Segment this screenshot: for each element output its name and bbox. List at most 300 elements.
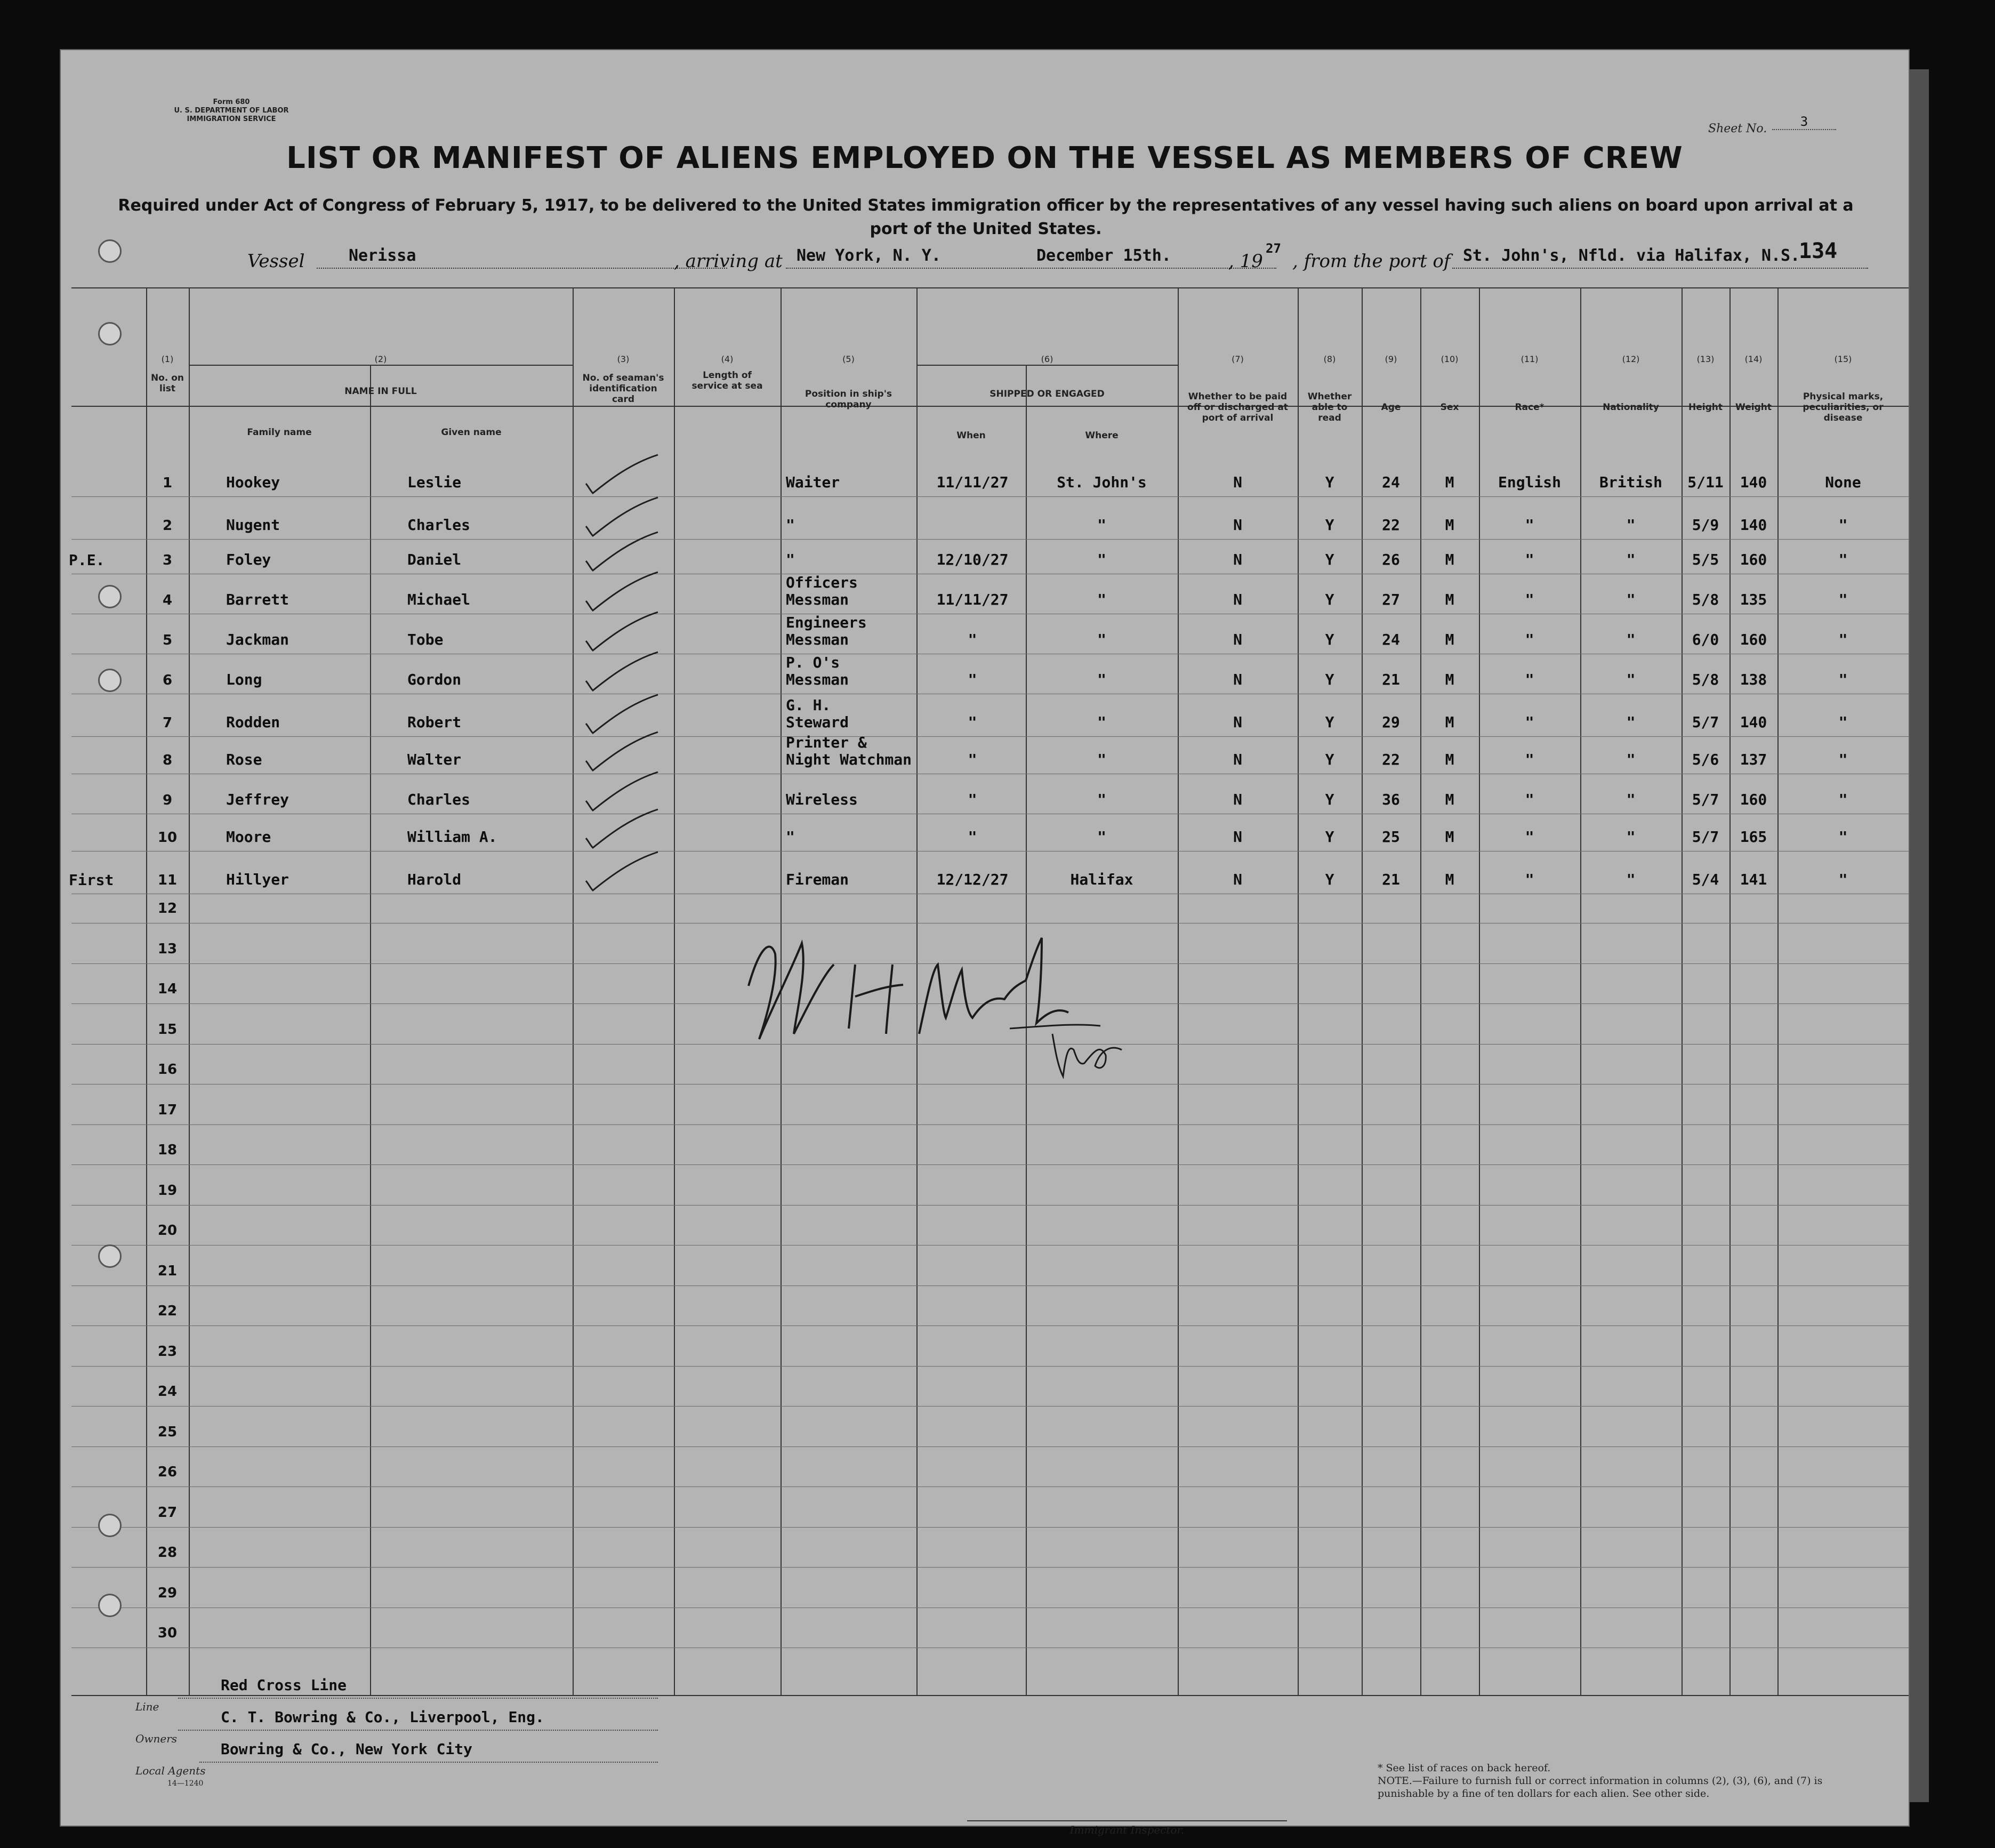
cell-given: Gordon — [407, 671, 462, 688]
punch-hole — [98, 585, 122, 608]
col-line-12 — [1580, 287, 1581, 1695]
cell-when: " — [968, 713, 977, 731]
cell-marks: " — [1838, 591, 1848, 608]
cell-when: 12/12/27 — [936, 871, 1009, 888]
row-number: 10 — [157, 830, 178, 846]
cell-where: " — [1097, 671, 1106, 688]
cell-read: Y — [1325, 473, 1334, 491]
col3-number: (3) — [617, 354, 630, 364]
row-number: 24 — [157, 1384, 178, 1400]
col11-number: (11) — [1521, 354, 1539, 364]
cell-family: Hookey — [226, 473, 280, 491]
cell-weight: 140 — [1740, 713, 1767, 731]
table-bottom-rule — [71, 1695, 1909, 1696]
check-mark-icon — [583, 850, 663, 893]
check-mark-icon — [583, 693, 663, 735]
col9-number: (9) — [1385, 354, 1397, 364]
row-number: 22 — [157, 1303, 178, 1319]
col15-heading: Physical marks, peculiarities, or disease — [1803, 391, 1884, 423]
cell-sex: M — [1445, 551, 1454, 568]
cell-read: Y — [1325, 713, 1334, 731]
cell-paid: N — [1233, 631, 1242, 648]
cell-nationality: " — [1626, 591, 1636, 608]
row-number: 20 — [157, 1223, 178, 1239]
cell-where: " — [1097, 551, 1106, 568]
vessel-line — [247, 239, 1873, 276]
cell-marks: " — [1838, 791, 1848, 808]
cell-where: Halifax — [1070, 871, 1133, 888]
cell-height: 5/4 — [1692, 871, 1719, 888]
col13-number: (13) — [1696, 354, 1715, 364]
cell-nationality: " — [1626, 713, 1636, 731]
cell-marks: " — [1838, 828, 1848, 846]
crew-table — [71, 287, 1909, 1695]
row-number: 27 — [157, 1504, 178, 1521]
signature-stroke-h — [849, 965, 903, 1034]
cell-given: William A. — [407, 828, 497, 846]
cell-family: Rose — [226, 751, 262, 768]
col11-heading: Race* — [1515, 402, 1544, 413]
cell-family: Jackman — [226, 631, 289, 648]
cell-sex: M — [1445, 828, 1454, 846]
cell-nationality: " — [1626, 791, 1636, 808]
owners-value: C. T. Bowring & Co., Liverpool, Eng. — [221, 1708, 544, 1726]
cell-given: Tobe — [407, 631, 444, 648]
cell-race: " — [1525, 631, 1534, 648]
cell-height: 5/8 — [1692, 591, 1719, 608]
cell-marks: None — [1825, 473, 1861, 491]
cell-age: 22 — [1382, 751, 1400, 768]
row-number: 17 — [157, 1102, 178, 1118]
col4-number: (4) — [721, 354, 734, 364]
col-line-11 — [1479, 287, 1480, 1695]
cell-race: " — [1525, 713, 1534, 731]
owners-label: Owners — [135, 1732, 178, 1745]
cell-position: Printer & Night Watchman — [786, 734, 912, 768]
cell-where: " — [1097, 751, 1106, 768]
page-title: LIST OR MANIFEST OF ALIENS EMPLOYED ON THE VESSEL AS MEMBERS OF CREW — [286, 141, 1683, 175]
owners-rule — [178, 1730, 658, 1731]
col-line-13 — [1682, 287, 1683, 1695]
check-mark-icon — [583, 650, 663, 693]
col1-heading: No. on list — [150, 373, 184, 394]
col13-heading: Height — [1688, 402, 1723, 413]
col-line-2b — [370, 365, 371, 1695]
check-mark-icon — [583, 610, 663, 653]
cell-when: 12/10/27 — [936, 551, 1009, 568]
row-number: 29 — [157, 1585, 178, 1601]
col-line-7 — [1178, 287, 1179, 1695]
cell-age: 22 — [1382, 516, 1400, 534]
col1-number: (1) — [161, 354, 174, 364]
cell-weight: 140 — [1740, 473, 1767, 491]
cell-when: " — [968, 631, 977, 648]
cell-given: Michael — [407, 591, 471, 608]
row-number: 26 — [157, 1464, 178, 1480]
cell-position: " — [786, 516, 795, 534]
sheet-number-label: Sheet No. — [1708, 122, 1767, 135]
cell-height: 5/9 — [1692, 516, 1719, 534]
cell-height: 5/7 — [1692, 791, 1719, 808]
row-number: 9 — [162, 792, 173, 808]
cell-sex: M — [1445, 871, 1454, 888]
row-number: 21 — [157, 1263, 178, 1279]
col7-number: (7) — [1232, 354, 1244, 364]
cell-position: Engineers Messman — [786, 614, 867, 648]
cell-age: 29 — [1382, 713, 1400, 731]
punch-hole — [98, 1244, 122, 1268]
cell-read: Y — [1325, 551, 1334, 568]
row-rule — [71, 1285, 1909, 1286]
cell-weight: 137 — [1740, 751, 1767, 768]
cell-sex: M — [1445, 791, 1454, 808]
row-rule — [71, 1205, 1909, 1206]
cell-paid: N — [1233, 791, 1242, 808]
cell-weight: 160 — [1740, 551, 1767, 568]
row-number: 23 — [157, 1343, 178, 1360]
row-number: 28 — [157, 1545, 178, 1561]
signature-stroke-murphy — [919, 938, 1068, 1034]
cell-nationality: " — [1626, 551, 1636, 568]
cell-when: " — [968, 751, 977, 768]
cell-sex: M — [1445, 751, 1454, 768]
row-number: 14 — [157, 981, 178, 997]
cell-given: Harold — [407, 871, 462, 888]
cell-read: Y — [1325, 671, 1334, 688]
cell-paid: N — [1233, 671, 1242, 688]
row-rule — [71, 496, 1909, 497]
races-note: * See list of races on back hereof. — [1378, 1762, 1551, 1774]
cell-position: P. O's Messman — [786, 654, 849, 688]
cell-when: 11/11/27 — [936, 591, 1009, 608]
cell-family: Barrett — [226, 591, 289, 608]
cell-nationality: " — [1626, 631, 1636, 648]
cell-nationality: " — [1626, 871, 1636, 888]
agents-rule — [199, 1762, 658, 1763]
col-line-8 — [1298, 287, 1299, 1695]
punch-hole — [98, 1514, 122, 1537]
cell-paid: N — [1233, 516, 1242, 534]
cell-position: Fireman — [786, 871, 849, 888]
page-subtitle: Required under Act of Congress of February 5, 1917, to be delivered to the United States immigration officer by the representatives of any vessel having such aliens on board upon arrival at a port of the United States. — [118, 196, 1854, 238]
cell-marks: " — [1838, 631, 1848, 648]
col-line-2 — [189, 287, 190, 1695]
cell-race: English — [1498, 473, 1561, 491]
cell-family: Hillyer — [226, 871, 289, 888]
cell-paid: N — [1233, 828, 1242, 846]
row-number: 5 — [162, 632, 173, 648]
row-number: 2 — [162, 518, 173, 534]
cell-age: 25 — [1382, 828, 1400, 846]
cell-weight: 165 — [1740, 828, 1767, 846]
row-number: 7 — [162, 715, 173, 731]
col14-heading: Weight — [1735, 402, 1772, 413]
cell-where: St. John's — [1057, 473, 1147, 491]
cell-race: " — [1525, 591, 1534, 608]
form-code: 14—1240 — [167, 1779, 204, 1788]
cell-weight: 160 — [1740, 791, 1767, 808]
col5-heading: Position in ship's company — [805, 389, 892, 410]
line-label: Line — [135, 1700, 159, 1713]
cell-given: Leslie — [407, 473, 462, 491]
cell-where: " — [1097, 713, 1106, 731]
row-number: 30 — [157, 1625, 178, 1641]
cell-position: G. H. Steward — [786, 696, 849, 731]
line-value: Red Cross Line — [221, 1676, 347, 1694]
row-number: 12 — [157, 901, 178, 917]
cell-family: Jeffrey — [226, 791, 289, 808]
cell-sex: M — [1445, 671, 1454, 688]
cell-read: Y — [1325, 791, 1334, 808]
cell-nationality: " — [1626, 516, 1636, 534]
cell-sex: M — [1445, 516, 1454, 534]
col12-number: (12) — [1622, 354, 1640, 364]
cell-sex: M — [1445, 631, 1454, 648]
sheet-number-value: 3 — [1772, 114, 1836, 130]
cell-nationality: " — [1626, 671, 1636, 688]
cell-race: " — [1525, 516, 1534, 534]
cell-when: " — [968, 671, 977, 688]
col-line-1 — [146, 287, 147, 1695]
year-prefix: , 19 — [1228, 251, 1263, 272]
row-rule — [71, 1325, 1909, 1326]
cell-when: " — [968, 828, 977, 846]
cell-nationality: " — [1626, 828, 1636, 846]
row-margin-note: First — [69, 871, 114, 889]
cell-marks: " — [1838, 871, 1848, 888]
row-number: 13 — [157, 941, 178, 957]
col-line-14 — [1729, 287, 1731, 1695]
cell-when: 11/11/27 — [936, 473, 1009, 491]
col2a-heading: Family name — [247, 427, 312, 438]
col6b-heading: Where — [1085, 430, 1119, 441]
cell-race: " — [1525, 791, 1534, 808]
line-rule — [178, 1698, 658, 1699]
col-line-4 — [674, 287, 675, 1695]
col2-heading: NAME IN FULL — [344, 386, 417, 397]
cell-height: 6/0 — [1692, 631, 1719, 648]
cell-marks: " — [1838, 751, 1848, 768]
cell-read: Y — [1325, 871, 1334, 888]
footer-note — [1378, 1762, 1873, 1800]
cell-race: " — [1525, 828, 1534, 846]
signature-underline — [1010, 1025, 1100, 1029]
col8-number: (8) — [1323, 354, 1336, 364]
vessel-dots — [317, 268, 727, 269]
cell-paid: N — [1233, 713, 1242, 731]
cell-height: 5/7 — [1692, 828, 1719, 846]
cell-nationality: " — [1626, 751, 1636, 768]
cell-given: Charles — [407, 516, 471, 534]
cell-height: 5/8 — [1692, 671, 1719, 688]
col14-number: (14) — [1744, 354, 1763, 364]
col6a-heading: When — [956, 430, 986, 441]
cell-marks: " — [1838, 671, 1848, 688]
cell-race: " — [1525, 551, 1534, 568]
check-mark-icon — [583, 807, 663, 850]
col4-heading: Length of service at sea — [691, 370, 763, 391]
row-number: 15 — [157, 1021, 178, 1038]
cell-given: Robert — [407, 713, 462, 731]
row-rule — [71, 1164, 1909, 1165]
from-label: , from the port of — [1292, 251, 1451, 272]
col2-number: (2) — [374, 354, 387, 364]
cell-given: Charles — [407, 791, 471, 808]
cell-position: " — [786, 551, 795, 568]
shipped-subheader-rule — [916, 365, 1178, 366]
cell-family: Moore — [226, 828, 271, 846]
cell-paid: N — [1233, 871, 1242, 888]
cell-nationality: British — [1599, 473, 1662, 491]
cell-marks: " — [1838, 516, 1848, 534]
col2b-heading: Given name — [441, 427, 502, 438]
form-header — [146, 98, 317, 124]
row-number: 8 — [162, 752, 173, 768]
penalty-note: NOTE.—Failure to furnish full or correct information in columns (2), (3), (6), and (7) is punishable by a fine of ten dollars for each alien. See other side. — [1378, 1775, 1823, 1799]
cell-age: 21 — [1382, 871, 1400, 888]
cell-age: 24 — [1382, 473, 1400, 491]
manifest-sheet — [60, 49, 1910, 1836]
cell-position: Wireless — [786, 791, 858, 808]
check-mark-icon — [583, 570, 663, 613]
row-number: 25 — [157, 1424, 178, 1440]
col3-heading: No. of seaman's identification card — [582, 373, 664, 405]
cell-age: 36 — [1382, 791, 1400, 808]
row-rule — [71, 1567, 1909, 1568]
signature-stroke-w — [749, 943, 834, 1039]
cell-family: Long — [226, 671, 262, 688]
cell-read: Y — [1325, 631, 1334, 648]
cell-read: Y — [1325, 516, 1334, 534]
cell-weight: 141 — [1740, 871, 1767, 888]
from-port: St. John's, Nfld. via Halifax, N.S. — [1463, 246, 1800, 265]
cell-read: Y — [1325, 591, 1334, 608]
punch-hole — [98, 322, 122, 346]
check-mark-icon — [583, 770, 663, 813]
punch-hole — [98, 1594, 122, 1617]
cell-sex: M — [1445, 591, 1454, 608]
cell-height: 5/5 — [1692, 551, 1719, 568]
check-mark-icon — [583, 730, 663, 773]
cell-family: Rodden — [226, 713, 280, 731]
immigrant-inspector-label: Immigrant Inspector. — [967, 1820, 1287, 1836]
cell-age: 24 — [1382, 631, 1400, 648]
row-rule — [71, 1245, 1909, 1246]
cell-paid: N — [1233, 551, 1242, 568]
row-rule — [71, 1366, 1909, 1367]
signature-initials-stroke — [1052, 1034, 1122, 1076]
arrival-date: December 15th. — [1036, 246, 1171, 265]
row-number: 19 — [157, 1182, 178, 1199]
row-number: 11 — [157, 872, 178, 888]
check-mark-icon — [583, 453, 663, 495]
cell-marks: " — [1838, 551, 1848, 568]
row-rule — [71, 1406, 1909, 1407]
col-line-3 — [573, 287, 574, 1695]
check-mark-icon — [583, 530, 663, 573]
row-margin-note: P.E. — [69, 551, 105, 569]
col10-number: (10) — [1441, 354, 1459, 364]
row-number: 1 — [162, 475, 173, 491]
cell-race: " — [1525, 751, 1534, 768]
row-rule — [71, 539, 1909, 540]
col7-heading: Whether to be paid off or discharged at port of arrival — [1187, 391, 1288, 423]
cell-weight: 140 — [1740, 516, 1767, 534]
service-name: IMMIGRATION SERVICE — [187, 115, 276, 123]
cell-race: " — [1525, 671, 1534, 688]
row-number: 3 — [162, 552, 173, 568]
department-name: U. S. DEPARTMENT OF LABOR — [174, 107, 289, 115]
from-dots — [1452, 268, 1868, 269]
cell-paid: N — [1233, 473, 1242, 491]
cell-height: 5/11 — [1687, 473, 1724, 491]
cell-family: Nugent — [226, 516, 280, 534]
form-number: Form 680 — [213, 98, 250, 106]
cell-height: 5/7 — [1692, 713, 1719, 731]
name-subheader-rule — [189, 365, 573, 366]
agents-value: Bowring & Co., New York City — [221, 1740, 473, 1758]
row-rule — [71, 736, 1909, 737]
punch-hole — [98, 669, 122, 692]
cell-position: Waiter — [786, 473, 840, 491]
cell-age: 26 — [1382, 551, 1400, 568]
cell-when: " — [968, 791, 977, 808]
col5-number: (5) — [842, 354, 855, 364]
col8-heading: Whether able to read — [1307, 391, 1352, 423]
cell-age: 21 — [1382, 671, 1400, 688]
cell-where: " — [1097, 591, 1106, 608]
row-number: 18 — [157, 1142, 178, 1158]
cell-where: " — [1097, 516, 1106, 534]
cell-weight: 160 — [1740, 631, 1767, 648]
row-number: 16 — [157, 1062, 178, 1078]
sheet-edge — [1908, 69, 1929, 1802]
arriving-label: , arriving at — [674, 251, 783, 272]
cell-weight: 135 — [1740, 591, 1767, 608]
inspector-signature — [727, 906, 1132, 1082]
row-rule — [71, 1527, 1909, 1528]
cell-where: " — [1097, 791, 1106, 808]
cell-paid: N — [1233, 751, 1242, 768]
cell-family: Foley — [226, 551, 271, 568]
col-line-9 — [1362, 287, 1363, 1695]
col15-number: (15) — [1834, 354, 1852, 364]
cell-marks: " — [1838, 713, 1848, 731]
agents-label: Local Agents — [135, 1764, 206, 1777]
cell-sex: M — [1445, 713, 1454, 731]
table-top-rule — [71, 287, 1909, 288]
cell-where: " — [1097, 631, 1106, 648]
cell-position: Officers Messman — [786, 574, 858, 608]
col-line-10 — [1420, 287, 1421, 1695]
col10-heading: Sex — [1440, 402, 1459, 413]
row-number: 4 — [162, 592, 173, 608]
col6-heading: SHIPPED OR ENGAGED — [990, 389, 1105, 399]
col12-heading: Nationality — [1603, 402, 1659, 413]
punch-hole — [98, 239, 122, 263]
vessel-label: Vessel — [247, 251, 305, 272]
arriving-port: New York, N. Y. — [797, 246, 941, 265]
arrival-year: 27 — [1266, 241, 1281, 256]
cell-sex: M — [1445, 473, 1454, 491]
col-line-15 — [1777, 287, 1779, 1695]
port-overwrite: 134 — [1799, 239, 1838, 263]
cell-where: " — [1097, 828, 1106, 846]
row-number: 6 — [162, 672, 173, 688]
cell-paid: N — [1233, 591, 1242, 608]
cell-height: 5/6 — [1692, 751, 1719, 768]
cell-read: Y — [1325, 751, 1334, 768]
